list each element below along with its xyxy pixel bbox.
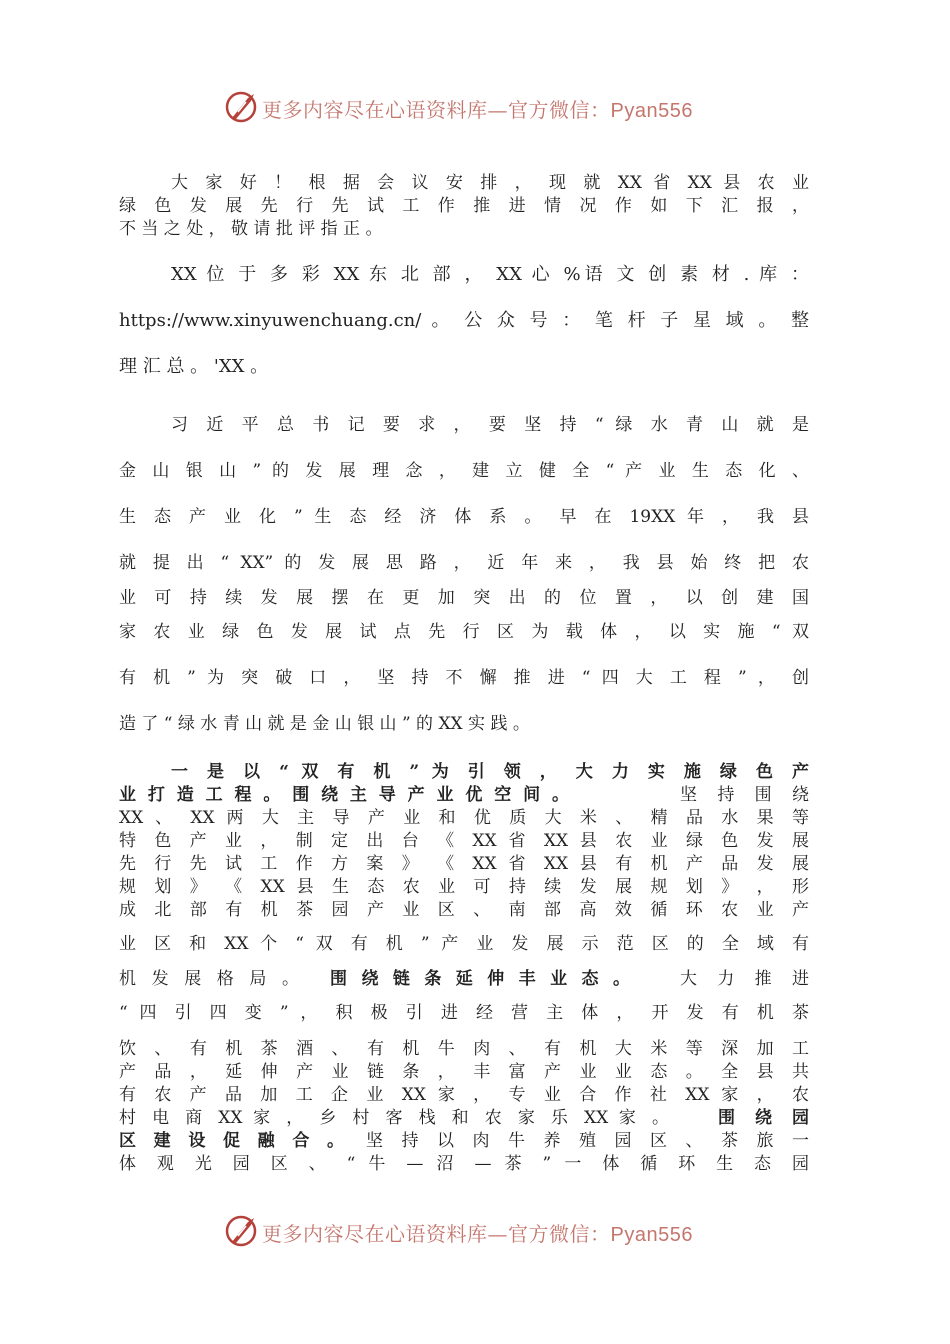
text-line: 特 色 产 业 ， 制 定 出 台 《 XX 省 XX 县 农 业 绿 色 发 展 [119, 831, 809, 851]
text-line: 金 山 银 山 ” 的 发 展 理 念 ， 建 立 健 全 “ 产 业 生 态 化 、 [119, 461, 809, 481]
text-line: 先 行 先 试 工 作 方 案 》 《 XX 省 XX 县 有 机 产 品 发 展 [119, 854, 809, 874]
text-line: 家 农 业 绿 色 发 展 试 点 先 行 区 为 载 体 ， 以 实 施 “ 双 [119, 622, 809, 642]
text-line: 有 农 产 品 加 工 企 业 XX 家 ， 专 业 合 作 社 XX 家 ， 农 [119, 1085, 809, 1105]
text-line: 不 当 之 处 ， 敬 请 批 评 指 正 。 [119, 219, 383, 239]
text-line: 饮 、 有 机 茶 酒 、 有 机 牛 肉 、 有 机 大 米 等 深 加 工 [119, 1039, 809, 1059]
text-line: 坚 持 围 绕 [680, 785, 809, 805]
text-line: 习 近 平 总 书 记 要 求 ， 要 坚 持 “ 绿 水 青 山 就 是 [171, 415, 809, 435]
text-line: 就 提 出 “ XX” 的 发 展 思 路 ， 近 年 来 ， 我 县 始 终 把 农 [119, 553, 809, 573]
subheading-inline: 区 建 设 促 融 合 。 [119, 1131, 344, 1151]
text-line: 产 品 ， 延 伸 产 业 链 条 ， 丰 富 产 业 业 态 。 全 县 共 [119, 1062, 809, 1082]
pen-nib-logo-icon [224, 88, 260, 124]
subheading-inline: 围 绕 链 条 延 伸 丰 业 态 。 [330, 969, 630, 989]
subheading-inline: 围 绕 园 [718, 1108, 809, 1128]
text-line: XX 位 于 多 彩 XX 东 北 部 ， XX 心 %语 文 创 素 材 . 库 ： [171, 264, 809, 285]
text-line: 村 电 商 XX 家 ， 乡 村 客 栈 和 农 家 乐 XX 家 。 [119, 1108, 669, 1128]
text-line: 有 机 ” 为 突 破 口 ， 坚 持 不 懈 推 进 “ 四 大 工 程 ” ， 创 [119, 668, 809, 688]
text-line: 业 区 和 XX 个 “ 双 有 机 ” 产 业 发 展 示 范 区 的 全 域 有 [119, 934, 809, 954]
text-line: 坚 持 以 肉 牛 养 殖 园 区 、 茶 旅 一 [366, 1131, 809, 1151]
text-line: 成 北 部 有 机 茶 园 产 业 区 、 南 部 高 效 循 环 农 业 产 [119, 900, 809, 920]
text-line: “ 四 引 四 变 ” ， 积 极 引 进 经 营 主 体 ， 开 发 有 机 茶 [119, 1003, 809, 1023]
watermark-text: 更多内容尽在心语资料库—官方微信：Pyan556 [262, 1222, 693, 1246]
text-line: 大 家 好 ！ 根 据 会 议 安 排 ， 现 就 XX 省 XX 县 农 业 [171, 173, 809, 193]
text-line: 体 观 光 园 区 、 “ 牛 — 沼 — 茶 ” 一 体 循 环 生 态 园 [119, 1154, 809, 1174]
text-line: 业 可 持 续 发 展 摆 在 更 加 突 出 的 位 置 ， 以 创 建 国 [119, 588, 809, 608]
section-heading-line: 一 是 以 “ 双 有 机 ” 为 引 领 ， 大 力 实 施 绿 色 产 [171, 762, 809, 782]
text-line: 大 力 推 进 [680, 969, 809, 989]
watermark-text: 更多内容尽在心语资料库—官方微信：Pyan556 [262, 98, 693, 122]
text-line: 理 汇 总 。 'XX 。 [119, 356, 269, 377]
text-line: 绿 色 发 展 先 行 先 试 工 作 推 进 情 况 作 如 下 汇 报 ， [119, 196, 809, 216]
text-line: XX 、 XX 两 大 主 导 产 业 和 优 质 大 米 、 精 品 水 果 等 [119, 808, 809, 828]
text-line: 造 了 “ 绿 水 青 山 就 是 金 山 银 山 ” 的 XX 实 践 。 [119, 714, 530, 734]
section-heading-line: 业 打 造 工 程 。 围 绕 主 导 产 业 优 空 间 。 [119, 785, 569, 805]
text-line: https://www.xinyuwenchuang.cn/ 。 公 众 号 ： 笔 杆 子 星 域 。 整 [119, 310, 809, 331]
text-line: 机 发 展 格 局 。 [119, 969, 299, 989]
watermark-header [0, 88, 950, 128]
text-line: 生 态 产 业 化 ” 生 态 经 济 体 系 。 早 在 19XX 年 ， 我 县 [119, 507, 809, 527]
text-line: 规 划 》 《 XX 县 生 态 农 业 可 持 续 发 展 规 划 》 ， 形 [119, 877, 809, 897]
pen-nib-logo-icon [224, 1212, 260, 1248]
watermark-footer [0, 1212, 950, 1252]
